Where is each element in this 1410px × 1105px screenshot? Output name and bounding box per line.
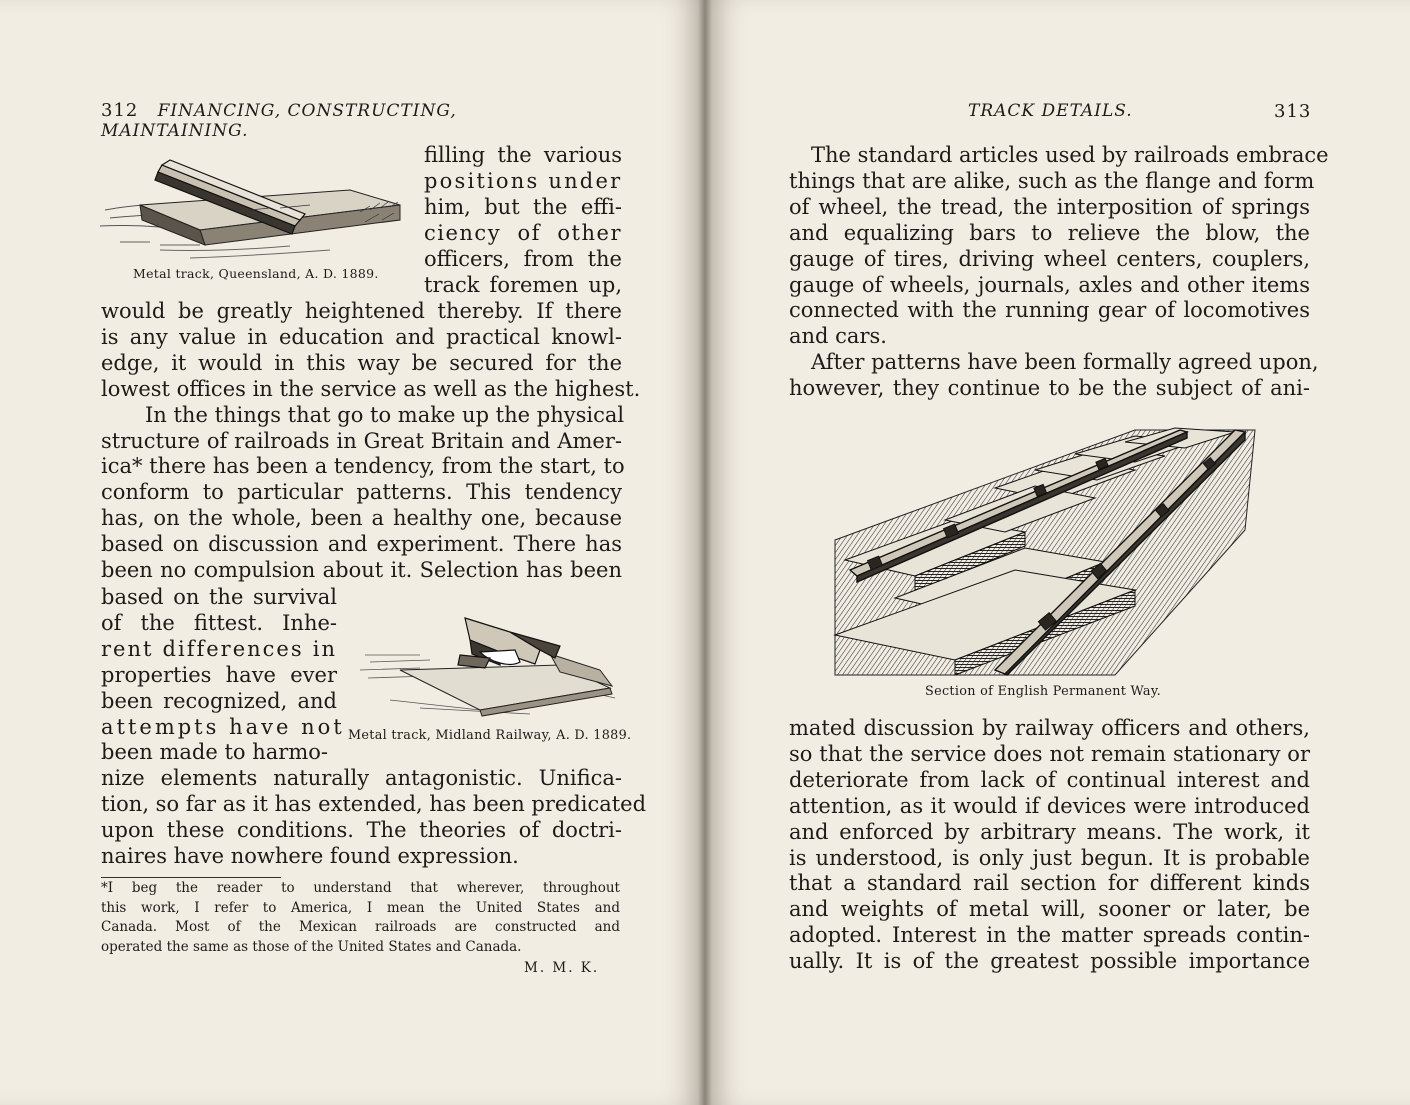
text-line: edge, it would in this way be secured for the <box>101 350 622 375</box>
book-gutter <box>698 0 712 1105</box>
footnote-signature: M. M. K. <box>524 960 600 976</box>
text-line: connected with the running gear of locomotives <box>789 298 1310 323</box>
text-line: After patterns have been formally agreed upon, <box>811 350 1319 375</box>
paragraph-2-continued <box>101 766 647 870</box>
text-line: filling the various <box>424 143 622 167</box>
text-line: has, on the whole, been a healthy one, because <box>101 506 622 531</box>
text-line: is understood, is only just begun. It is probable <box>789 845 1310 870</box>
text-line: ica* there has been a tendency, from the start, to <box>101 454 625 479</box>
permanent-way-caption: Section of English Permanent Way. <box>925 684 1162 699</box>
text-line: ciency of other <box>424 220 622 245</box>
footnote-rule <box>101 877 281 878</box>
right-paragraph-2-continued <box>789 716 1310 975</box>
text-line: of wheel, the tread, the interposition of springs <box>789 194 1310 219</box>
wrap1-text <box>424 143 622 298</box>
text-line: and cars. <box>789 324 887 349</box>
left-running-title: FINANCING, CONSTRUCTING, MAINTAINING. <box>101 101 457 141</box>
text-line: things that are alike, such as the flange and form <box>789 168 1315 193</box>
text-line: and weights of metal will, sooner or later, be <box>789 897 1310 922</box>
page-number-text: 313 <box>1274 101 1312 122</box>
text-line: based on discussion and experiment. There has <box>101 532 622 557</box>
paragraph-1-continued <box>101 299 641 584</box>
footnote-line: this work, I refer to America, I mean the United States and <box>101 899 620 916</box>
text-line: attempts have not <box>101 714 345 739</box>
text-line: The standard articles used by railroads embrace <box>811 143 1329 167</box>
footnote <box>101 879 620 957</box>
text-line: gauge of wheels, journals, axles and other items <box>789 272 1310 297</box>
right-page-number <box>1274 101 1311 122</box>
text-line: deteriorate from lack of continual interest and <box>789 767 1310 792</box>
text-line: nize elements naturally antagonistic. Unifica- <box>101 766 622 790</box>
text-line: mated discussion by railway officers and others, <box>789 716 1310 740</box>
text-line: conform to particular patterns. This tendency <box>101 480 622 505</box>
text-line: of the fittest. Inhe- <box>101 610 337 635</box>
text-line: positions under <box>424 168 623 193</box>
text-line: would be greatly heightened thereby. If there <box>101 299 622 323</box>
text-line: based on the survival <box>101 585 337 609</box>
text-line: officers, from the <box>424 246 622 271</box>
text-line: lowest offices in the service as well as the highest. <box>101 376 641 401</box>
text-line: ually. It is of the greatest possible importance <box>789 949 1310 974</box>
text-line: properties have ever <box>101 662 337 687</box>
figure1-caption: Metal track, Queensland, A. D. 1889. <box>133 266 379 281</box>
left-page-number: 312 <box>101 100 139 121</box>
left-running-head <box>101 100 591 141</box>
text-line: In the things that go to make up the physical <box>145 402 625 427</box>
text-line: been recognized, and <box>101 688 337 713</box>
text-line: been no compulsion about it. Selection has been <box>101 558 622 583</box>
text-line: adopted. Interest in the matter spreads contin- <box>789 923 1310 948</box>
text-line: tion, so far as it has extended, has been predicated <box>101 791 647 816</box>
right-paragraph-1 <box>789 143 1329 402</box>
right-page <box>705 0 1410 1105</box>
text-line: and equalizing bars to relieve the blow, the <box>789 220 1310 245</box>
text-line: upon these conditions. The theories of doctri- <box>101 817 622 842</box>
footnote-line: Canada. Most of the Mexican railroads are constructed and <box>101 919 620 935</box>
text-line: however, they continue to be the subject of ani- <box>789 376 1310 401</box>
running-title-text: TRACK DETAILS. <box>968 101 1133 121</box>
text-line: been made to harmo- <box>101 740 328 765</box>
text-line: rent differences in <box>101 636 337 661</box>
text-line: that a standard rail section for different kinds <box>789 871 1310 896</box>
text-line: him, but the effi- <box>424 194 622 219</box>
text-line: naires have nowhere found expression. <box>101 843 519 868</box>
permanent-way-illustration <box>835 420 1255 675</box>
midland-track-illustration <box>360 610 620 720</box>
figure2-caption: Metal track, Midland Railway, A. D. 1889. <box>348 728 632 743</box>
text-line: structure of railroads in Great Britain and Amer- <box>101 428 622 453</box>
text-line: gauge of tires, driving wheel centers, couplers, <box>789 246 1310 271</box>
footnote-line: operated the same as those of the United States and Canada. <box>101 938 522 955</box>
footnote-line: *I beg the reader to understand that wherever, throughout <box>101 880 620 896</box>
text-line: track foremen up, <box>424 272 622 297</box>
text-line: attention, as it would if devices were introduced <box>789 793 1310 818</box>
text-line: and enforced by arbitrary means. The work, it <box>789 819 1310 844</box>
text-line: so that the service does not remain stationary or <box>789 741 1310 766</box>
wrap2-text <box>101 585 345 766</box>
text-line: is any value in education and practical knowl- <box>101 324 622 349</box>
right-running-title <box>968 101 1133 121</box>
queensland-track-illustration <box>100 150 405 265</box>
